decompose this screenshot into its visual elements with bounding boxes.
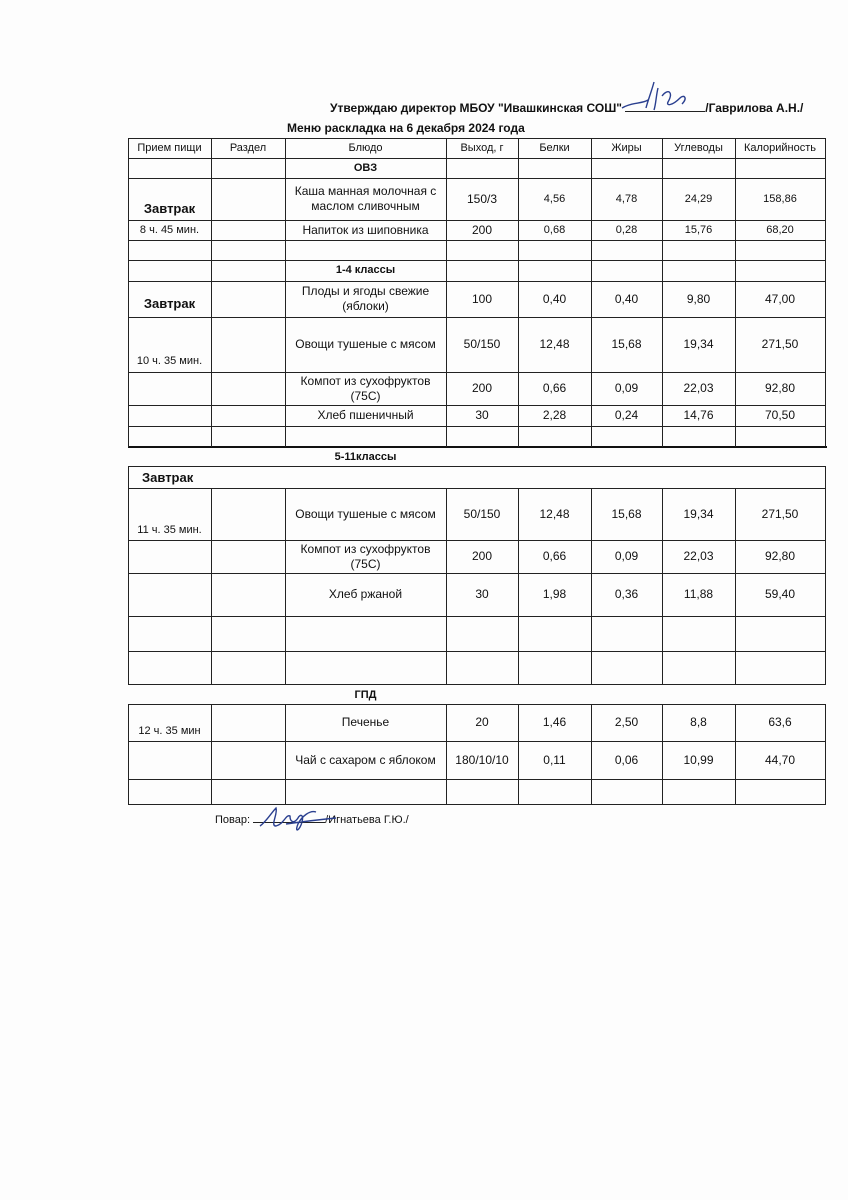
meal-label-ovz: Завтрак [143, 200, 196, 216]
dish-kcal: 68,20 [766, 223, 794, 236]
dish-yield: 50/150 [463, 337, 501, 351]
dish-name: Плоды и ягоды свежие (яблоки) [301, 284, 430, 313]
dish-carbs: 24,29 [684, 192, 713, 205]
dish-name: Овощи тушеные с мясом [295, 506, 436, 521]
dish-name: Чай с сахаром с яблоком [295, 752, 436, 767]
dish-carbs: 10,99 [683, 752, 714, 767]
dish-fat: 0,24 [614, 408, 639, 422]
header-section: Раздел [229, 141, 267, 154]
cook-suffix: /Игнатьева Г.Ю./ [325, 814, 409, 826]
director-signature [618, 78, 693, 114]
section-label-1-4: 1-4 классы [335, 264, 396, 276]
dish-kcal: 92,80 [764, 549, 796, 563]
dish-protein: 1,98 [542, 587, 567, 601]
meal-time-ovz: 8 ч. 45 мин. [139, 223, 200, 236]
dish-yield: 100 [471, 291, 493, 306]
dish-kcal: 92,80 [764, 381, 796, 395]
dish-yield: 200 [471, 381, 493, 395]
header-carbs: Углеводы [674, 141, 723, 154]
dish-fat: 0,09 [614, 549, 639, 563]
approval-prefix: Утверждаю директор МБОУ "Ивашкинская СОШ" [330, 101, 622, 115]
dish-kcal: 158,86 [763, 192, 797, 205]
dish-kcal: 59,40 [764, 587, 796, 601]
meal-time-5-11: 11 ч. 35 мин. [137, 523, 202, 536]
dish-yield: 150/3 [466, 191, 498, 206]
page-title: Меню раскладка на 6 декабря 2024 года [287, 121, 525, 135]
section-label-ovz: ОВЗ [353, 161, 378, 174]
dish-protein: 4,56 [543, 192, 566, 205]
dish-carbs: 8,8 [690, 715, 707, 729]
header-fat: Жиры [611, 141, 642, 154]
dish-fat: 2,50 [614, 715, 639, 729]
dish-name: Овощи тушеные с мясом [295, 337, 436, 351]
cook-prefix: Повар: [215, 814, 251, 826]
dish-carbs: 22,03 [683, 381, 714, 395]
dish-yield: 20 [475, 715, 489, 729]
dish-protein: 0,66 [542, 549, 567, 563]
dish-yield: 200 [471, 222, 493, 237]
dish-kcal: 271,50 [761, 337, 799, 351]
dish-yield: 50/150 [463, 506, 501, 521]
section-label-5-11: 5-11классы [334, 450, 397, 463]
dish-kcal: 44,70 [764, 752, 796, 767]
dish-fat: 0,06 [614, 752, 639, 767]
dish-protein: 0,66 [542, 381, 567, 395]
dish-protein: 0,11 [543, 752, 566, 767]
dish-kcal: 47,00 [764, 291, 796, 306]
header-meal: Прием пищи [137, 141, 202, 154]
dish-carbs: 14,76 [683, 408, 714, 422]
dish-name: Хлеб пшеничный [317, 408, 414, 422]
dish-protein: 0,68 [543, 223, 566, 236]
dish-name: Напиток из шиповника [302, 222, 429, 237]
dish-carbs: 15,76 [684, 223, 713, 236]
dish-fat: 15,68 [611, 337, 642, 351]
dish-carbs: 9,80 [686, 291, 711, 306]
dish-protein: 1,46 [542, 715, 567, 729]
dish-fat: 15,68 [611, 506, 642, 521]
dish-yield: 180/10/10 [455, 752, 509, 767]
header-yield: Выход, г [460, 141, 504, 154]
dish-protein: 0,40 [542, 291, 567, 306]
dish-name: Компот из сухофруктов (75С) [300, 373, 431, 403]
dish-name: Хлеб ржаной [328, 587, 403, 601]
dish-yield: 30 [475, 587, 489, 601]
meal-label-1-4: Завтрак [143, 296, 196, 311]
dish-carbs: 19,34 [683, 506, 714, 521]
dish-yield: 30 [475, 408, 489, 422]
dish-fat: 0,28 [615, 223, 638, 236]
cook-signature [256, 800, 340, 836]
approval-line [330, 99, 803, 115]
dish-yield: 200 [471, 549, 493, 563]
meal-time-1-4: 10 ч. 35 мин. [136, 354, 203, 367]
dish-fat: 0,36 [614, 587, 639, 601]
dish-protein: 12,48 [539, 337, 570, 351]
dish-fat: 0,40 [614, 291, 639, 306]
header-protein: Белки [539, 141, 570, 154]
dish-protein: 2,28 [542, 408, 567, 422]
header-kcal: Калорийность [743, 141, 817, 154]
dish-fat: 0,09 [614, 381, 639, 395]
dish-fat: 4,78 [615, 192, 638, 205]
dish-protein: 12,48 [539, 506, 570, 521]
dish-carbs: 22,03 [683, 549, 714, 563]
dish-carbs: 19,34 [683, 337, 714, 351]
approval-suffix: /Гаврилова А.Н./ [705, 101, 804, 115]
dish-kcal: 70,50 [764, 408, 796, 422]
dish-kcal: 271,50 [761, 506, 799, 521]
dish-kcal: 63,6 [768, 715, 792, 729]
section-label-gpd: ГПД [354, 688, 377, 701]
meal-label-5-11: Завтрак [142, 469, 194, 485]
dish-carbs: 11,88 [683, 587, 714, 601]
dish-name: Компот из сухофруктов (75С) [300, 541, 431, 571]
dish-name: Печенье [341, 715, 390, 729]
header-dish: Блюдо [348, 141, 383, 154]
dish-name: Каша манная молочная с маслом сливочным [294, 184, 437, 213]
meal-time-gpd: 12 ч. 35 мин [138, 725, 201, 737]
